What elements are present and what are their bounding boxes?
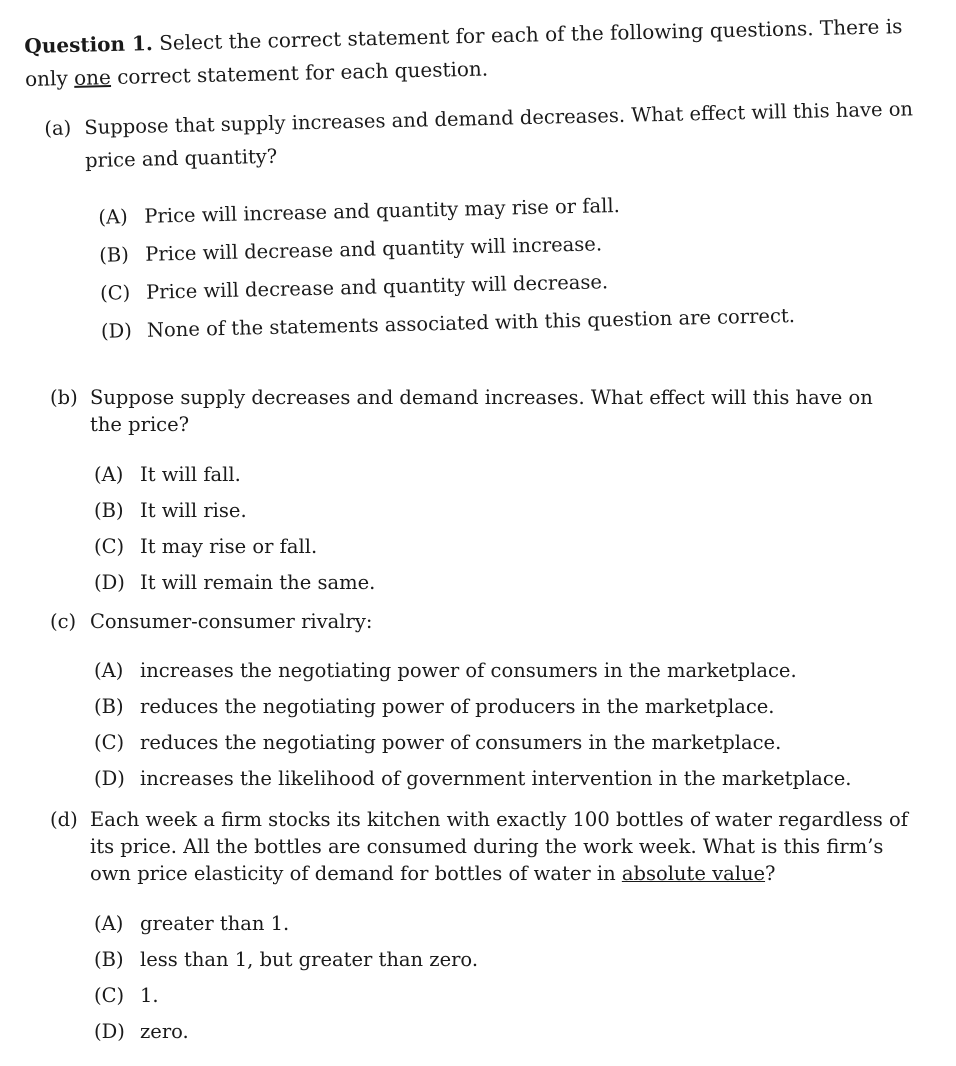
option-text: It will remain the same.: [140, 571, 376, 594]
subquestion-text-end: ?: [765, 862, 776, 885]
option-text: reduces the negotiating power of consumers in the marketplace.: [140, 731, 782, 754]
option-item: [94, 689, 910, 725]
subquestion-d: [50, 806, 910, 1050]
option-text: greater than 1.: [140, 912, 290, 935]
option-text: Price will decrease and quantity will decrease.: [145, 270, 609, 304]
option-tag: (B): [94, 695, 124, 718]
option-text: It will rise.: [140, 499, 247, 522]
option-item: [94, 529, 910, 565]
option-tag: (D): [94, 571, 125, 594]
option-tag: (B): [94, 499, 124, 522]
option-text: It will fall.: [140, 463, 241, 486]
option-item: [94, 565, 910, 601]
option-text: Price will increase and quantity may rise or fall.: [144, 193, 621, 228]
option-text: increases the likelihood of government intervention in the marketplace.: [140, 767, 852, 790]
option-tag: (A): [94, 659, 124, 682]
option-list: [94, 906, 910, 1050]
subquestion-stem: [50, 608, 910, 635]
option-list: [94, 653, 910, 797]
option-tag: (D): [100, 319, 133, 343]
option-tag: (D): [94, 1020, 125, 1043]
option-text: Price will decrease and quantity will increase.: [144, 232, 603, 266]
subquestion-text: Consumer-consumer rivalry:: [90, 610, 373, 633]
option-tag: (D): [94, 767, 125, 790]
subquestion-c: [50, 608, 910, 797]
option-item: [94, 725, 910, 761]
option-list: [94, 457, 910, 601]
intro-text: Select the correct statement for each of the following questions. There is only: [24, 14, 903, 91]
question-intro: [24, 9, 935, 96]
option-item: [94, 906, 910, 942]
option-tag: (C): [94, 984, 125, 1007]
subquestion-text: Suppose supply decreases and demand increases. What effect will this have on the price?: [90, 386, 873, 436]
question-label: Question 1.: [24, 31, 154, 58]
subquestion-tag: (b): [50, 386, 78, 409]
option-item: [94, 761, 910, 797]
subquestion-tag: (c): [50, 610, 77, 633]
option-text: It may rise or fall.: [140, 535, 318, 558]
option-tag: (A): [94, 463, 124, 486]
option-tag: (C): [94, 535, 125, 558]
option-tag: (C): [94, 731, 125, 754]
option-text: less than 1, but greater than zero.: [140, 948, 479, 971]
option-list: [98, 180, 939, 351]
subquestion-stem: [44, 92, 935, 178]
option-text: reduces the negotiating power of producers in the marketplace.: [140, 695, 775, 718]
option-item: [94, 457, 910, 493]
intro-emphasis: one: [73, 65, 112, 90]
option-text: zero.: [140, 1020, 189, 1043]
option-item: [94, 653, 910, 689]
option-tag: (A): [98, 205, 128, 229]
option-tag: (B): [99, 243, 130, 267]
subquestion-tag: (a): [44, 116, 72, 140]
option-item: [94, 942, 910, 978]
subquestion-emphasis: absolute value: [621, 862, 766, 885]
option-tag: (A): [94, 912, 124, 935]
option-item: [94, 978, 910, 1014]
option-text: 1.: [140, 984, 159, 1007]
option-item: [94, 1014, 910, 1050]
subquestion-text: Suppose that supply increases and demand decreases. What effect will this have on price and quantity?: [84, 97, 914, 173]
subquestion-b: [50, 384, 910, 601]
option-tag: (C): [99, 281, 131, 305]
option-tag: (B): [94, 948, 124, 971]
option-item: [94, 493, 910, 529]
subquestion-stem: [50, 384, 910, 438]
subquestion-stem: [50, 806, 910, 887]
option-text: None of the statements associated with this question are correct.: [146, 304, 796, 342]
option-text: increases the negotiating power of consumers in the marketplace.: [140, 659, 797, 682]
subquestion-tag: (d): [50, 808, 78, 831]
subquestion-text: Each week a firm stocks its kitchen with exactly 100 bottles of water regardless of its price. All the bottles are consumed during the work week. What is this firm’s own price elasticity of demand for bottles of water in: [90, 808, 908, 885]
intro-text-end: correct statement for each question.: [110, 56, 489, 90]
subquestion-a: [44, 92, 939, 352]
